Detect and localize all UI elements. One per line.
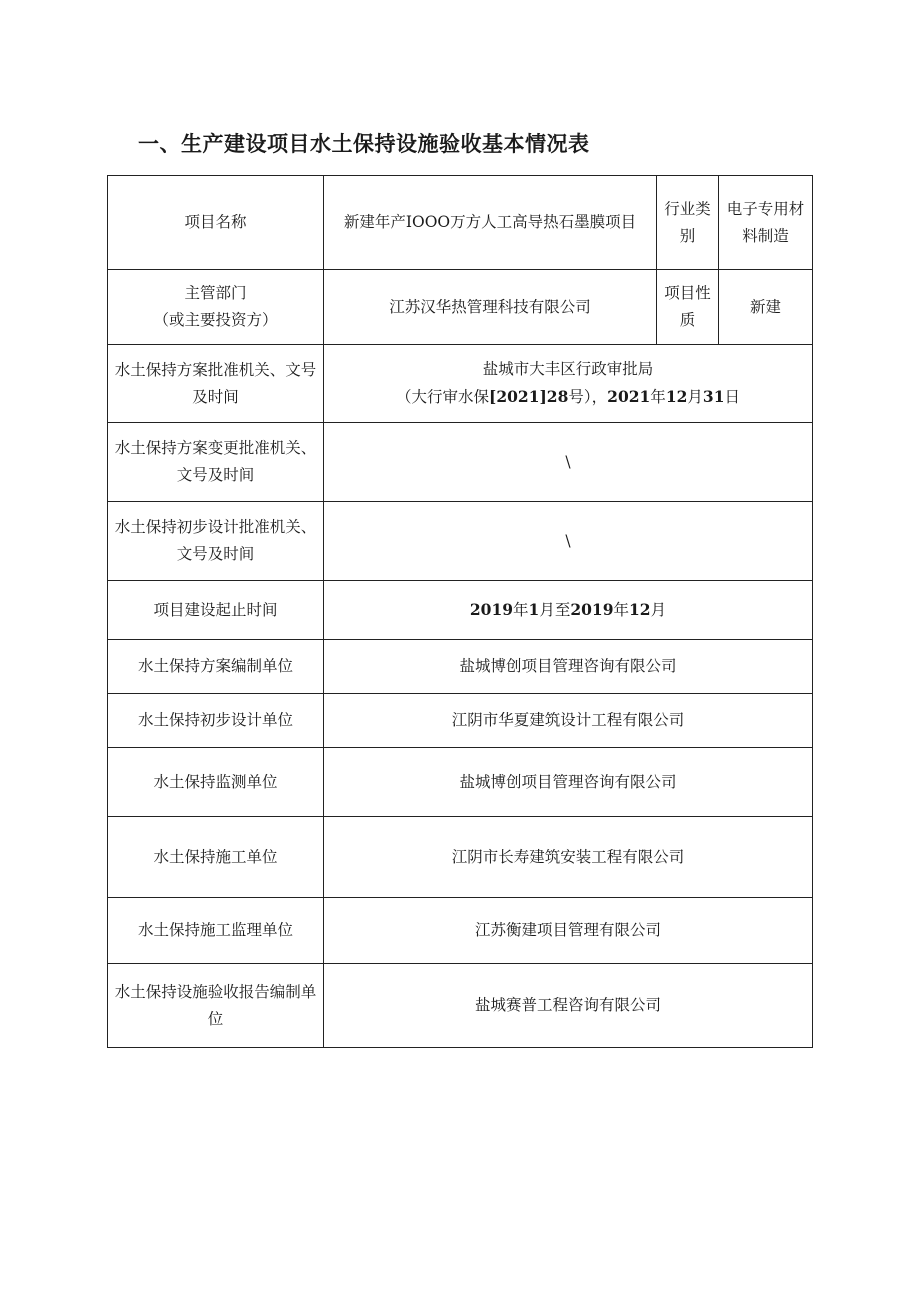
table-row xyxy=(108,898,813,964)
table-row xyxy=(108,817,813,898)
monitoring-value: 盐城博创项目管理咨询有限公司 xyxy=(324,748,813,817)
info-table xyxy=(107,175,813,1048)
supervision-value: 江苏衡建项目管理有限公司 xyxy=(324,898,813,964)
prelim-designer-label: 水土保持初步设计单位 xyxy=(108,694,324,748)
table-row xyxy=(108,640,813,694)
plan-approval-doc: （大行审水保[2021]28号），2021年12月31日 xyxy=(395,387,740,406)
project-name-label: 项目名称 xyxy=(108,176,324,270)
plan-compiler-label: 水土保持方案编制单位 xyxy=(108,640,324,694)
report-compiler-value: 盐城赛普工程咨询有限公司 xyxy=(324,964,813,1048)
industry-category-label: 行业类别 xyxy=(657,176,719,270)
construction-period-label: 项目建设起止时间 xyxy=(108,581,324,640)
table-row xyxy=(108,176,813,270)
plan-approval-label: 水土保持方案批准机关、文号及时间 xyxy=(108,345,324,423)
project-nature-value: 新建 xyxy=(719,270,813,345)
project-name-value: 新建年产IOOO万方人工高导热石墨膜项目 xyxy=(324,176,657,270)
table-row xyxy=(108,270,813,345)
plan-approval-authority: 盐城市大丰区行政审批局 xyxy=(482,360,654,378)
prelim-designer-value: 江阴市华夏建筑设计工程有限公司 xyxy=(324,694,813,748)
construction-unit-value: 江阴市长寿建筑安装工程有限公司 xyxy=(324,817,813,898)
report-compiler-label: 水土保持设施验收报告编制单位 xyxy=(108,964,324,1048)
plan-approval-value xyxy=(324,345,813,423)
page-title: 一、生产建设项目水土保持设施验收基本情况表 xyxy=(138,132,590,156)
table-row xyxy=(108,581,813,640)
table-row xyxy=(108,345,813,423)
table-row xyxy=(108,423,813,502)
construction-period-value: 2019年1月至2019年12月 xyxy=(324,581,813,640)
industry-category-value: 电子专用材料制造 xyxy=(719,176,813,270)
monitoring-label: 水土保持监测单位 xyxy=(108,748,324,817)
construction-unit-label: 水土保持施工单位 xyxy=(108,817,324,898)
plan-compiler-value: 盐城博创项目管理咨询有限公司 xyxy=(324,640,813,694)
department-value: 江苏汉华热管理科技有限公司 xyxy=(324,270,657,345)
prelim-design-approval-label: 水土保持初步设计批准机关、文号及时间 xyxy=(108,502,324,581)
department-label-line1: 主管部门 xyxy=(184,284,247,302)
table-row xyxy=(108,964,813,1048)
department-label-line2: （或主要投资方） xyxy=(153,311,278,329)
plan-change-value: \ xyxy=(324,423,813,502)
prelim-design-approval-value: \ xyxy=(324,502,813,581)
supervision-label: 水土保持施工监理单位 xyxy=(108,898,324,964)
plan-change-label: 水土保持方案变更批准机关、文号及时间 xyxy=(108,423,324,502)
table-row xyxy=(108,694,813,748)
table-row xyxy=(108,748,813,817)
table-row xyxy=(108,502,813,581)
project-nature-label: 项目性质 xyxy=(657,270,719,345)
department-label xyxy=(108,270,324,345)
